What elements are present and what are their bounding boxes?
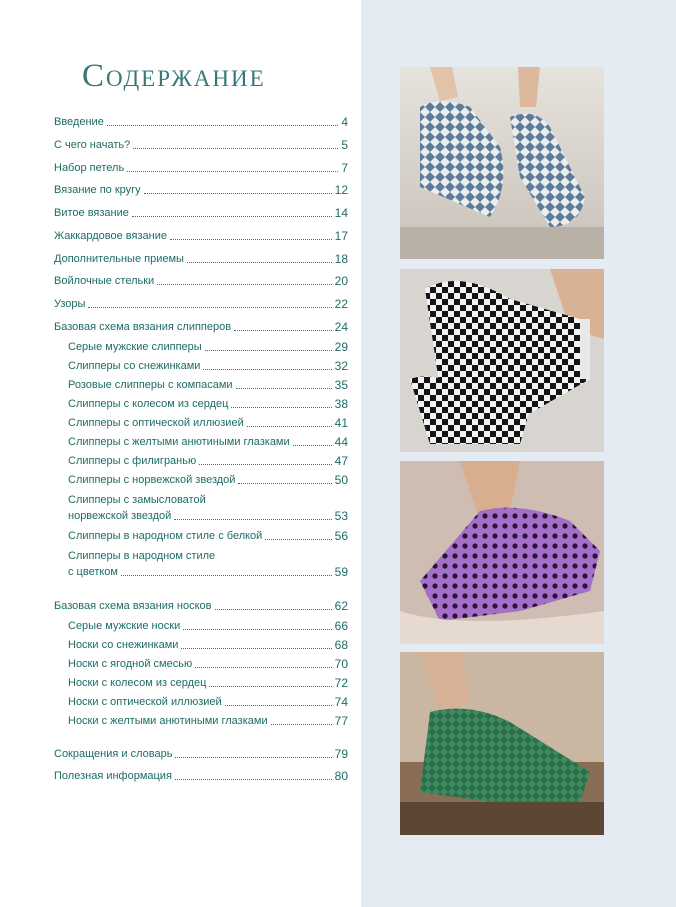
toc-page-number: 17 [334,229,348,243]
toc-entry-label: Базовая схема вязания носков [54,600,212,612]
toc-entry-label-line1: Слипперы в народном стиле [68,550,216,562]
toc-entry[interactable] [68,360,348,373]
toc-entry[interactable] [54,253,348,266]
toc-entry[interactable] [54,139,348,152]
toc-leader [225,705,332,706]
toc-entry-label: Розовые слипперы с компасами [68,379,233,391]
toc-page-number: 77 [334,714,348,728]
toc-leader [170,239,332,240]
toc-page-number: 7 [341,161,348,175]
toc-page-number: 80 [334,769,348,783]
toc-page-number: 74 [334,695,348,709]
toc-leader [133,148,338,149]
toc-entry-label: Базовая схема вязания слипперов [54,321,232,333]
toc-leader [121,575,332,576]
toc-leader [175,779,332,780]
toc-page-number: 29 [334,340,348,354]
green-textured-socks-photo [400,652,604,835]
toc-entry[interactable] [68,510,348,523]
toc-entry[interactable] [68,379,348,392]
toc-leader [107,125,339,126]
toc-page-number: 72 [334,676,348,690]
toc-entry-label: Носки с колесом из сердец [68,677,207,689]
toc-leader [132,216,332,217]
toc-entry-label: Слипперы в народном стиле с белкой [68,530,263,542]
toc-entry-label: Слипперы с желтыми анютиными глазками [68,436,290,448]
toc-entry[interactable] [68,658,348,671]
toc-entry-label: Введение [54,116,104,128]
toc-leader [203,369,331,370]
toc-page-number: 79 [334,747,348,761]
toc-leader [127,171,338,172]
toc-leader [205,350,332,351]
toc-entry[interactable] [68,566,348,579]
toc-entry-label: Вязание по кругу [54,184,141,196]
toc-leader [271,724,332,725]
toc-entry[interactable] [68,436,348,449]
toc-entry[interactable] [68,417,348,430]
toc-page-number: 59 [334,565,348,579]
toc-page-number: 22 [334,297,348,311]
toc-entry-label: С чего начать? [54,139,131,151]
toc-entry-label: Войлочные стельки [54,275,155,287]
toc-entry[interactable] [68,474,348,487]
toc-page-number: 47 [334,454,348,468]
toc-entry[interactable] [68,639,348,652]
toc-entry-label: Носки со снежинками [68,639,179,651]
toc-entry-label: Жаккардовое вязание [54,230,167,242]
toc-page-number: 12 [334,183,348,197]
toc-page-number: 4 [341,115,348,129]
toc-page-number: 68 [334,638,348,652]
toc-page-number: 70 [334,657,348,671]
toc-page-number: 50 [334,473,348,487]
toc-leader [174,519,331,520]
toc-leader [236,388,332,389]
toc-entry-label: Носки с оптической иллюзией [68,696,222,708]
toc-page-number: 32 [334,359,348,373]
toc-page-number: 66 [334,619,348,633]
toc-entry-label-line1: Слипперы с замысловатой [68,494,206,506]
toc-leader [144,193,332,194]
toc-leader [234,330,332,331]
toc-entry-label: Сокращения и словарь [54,748,173,760]
toc-entry[interactable] [54,321,348,334]
toc-entry[interactable] [68,341,348,354]
toc-entry[interactable] [54,298,348,311]
toc-entry[interactable] [54,116,348,129]
toc-leader [157,284,331,285]
toc-entry-label: Витое вязание [54,207,129,219]
toc-page-number: 5 [341,138,348,152]
toc-entry-label: Слипперы с норвежской звездой [68,474,236,486]
toc-entry[interactable] [54,162,348,175]
purple-black-slippers-photo [400,461,604,644]
toc-entry[interactable] [68,455,348,468]
toc-entry-label: Дополнительные приемы [54,253,184,265]
toc-leader [199,464,331,465]
toc-entry[interactable] [68,530,348,543]
toc-leader [88,307,331,308]
toc-leader [183,629,331,630]
black-white-geometric-slippers-photo [400,269,604,452]
toc-leader [247,426,332,427]
toc-entry-label: Слипперы с колесом из сердец [68,398,229,410]
toc-entry[interactable] [54,184,348,197]
toc-entry[interactable] [68,677,348,690]
toc-page-number: 20 [334,274,348,288]
toc-entry[interactable] [68,715,348,728]
toc-entry[interactable] [68,620,348,633]
toc-leader [195,667,331,668]
toc-page-number: 38 [334,397,348,411]
toc-page-number: 18 [334,252,348,266]
toc-entry[interactable] [54,770,348,783]
toc-entry-label: Узоры [54,298,86,310]
toc-entry[interactable] [54,600,348,613]
toc-page-number: 24 [334,320,348,334]
toc-leader [215,609,332,610]
toc-leader [293,445,332,446]
toc-leader [181,648,331,649]
toc-entry-label: Носки с ягодной смесью [68,658,193,670]
toc-page-number: 41 [334,416,348,430]
toc-entry-label: норвежской звездой [68,510,172,522]
grey-white-fair-isle-slippers-photo [400,67,604,259]
toc-entry-label: Носки с желтыми анютиными глазками [68,715,268,727]
toc-entry-label: Слипперы с филигранью [68,455,197,467]
toc-entry[interactable] [68,398,348,411]
toc-leader [265,539,331,540]
toc-leader [209,686,331,687]
toc-page-number: 44 [334,435,348,449]
toc-entry[interactable] [54,748,348,761]
toc-entry[interactable] [54,207,348,220]
toc-entry-label: Слипперы с оптической иллюзией [68,417,244,429]
toc-page-number: 62 [334,599,348,613]
toc-entry-label: Серые мужские носки [68,620,181,632]
toc-entry-label: Серые мужские слипперы [68,341,202,353]
page-title: Содержание [82,58,266,94]
toc-page-number: 35 [334,378,348,392]
toc-entry[interactable] [54,230,348,243]
toc-leader [187,262,332,263]
toc-page-number: 56 [334,529,348,543]
toc-entry[interactable] [54,275,348,288]
toc-leader [175,757,331,758]
toc-leader [231,407,331,408]
toc-entry-label: Полезная информация [54,770,172,782]
toc-page-number: 14 [334,206,348,220]
toc-entry[interactable] [68,696,348,709]
toc-leader [238,483,331,484]
toc-entry-label: Набор петель [54,162,125,174]
toc-entry-label: Слипперы со снежинками [68,360,201,372]
toc-page-number: 53 [334,509,348,523]
toc-entry-label: с цветком [68,566,118,578]
